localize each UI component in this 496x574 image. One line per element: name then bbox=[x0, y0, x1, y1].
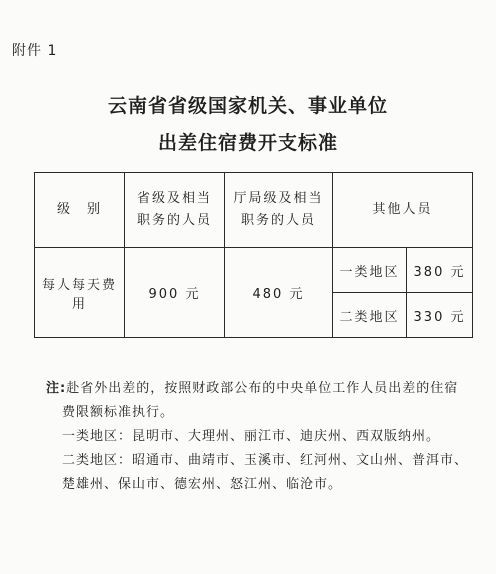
accommodation-standard-table bbox=[34, 172, 473, 338]
header-bureau: 厅局级及相当 职务的人员 bbox=[225, 173, 333, 248]
region2-value: 330 元 bbox=[407, 293, 473, 338]
region2-list: 二类地区：昭通市、曲靖市、玉溪市、红河州、文山州、普洱市、楚雄州、保山市、德宏州、怒江州、临沧市。 bbox=[62, 453, 469, 492]
bureau-value: 480 元 bbox=[225, 248, 333, 338]
region1-value: 380 元 bbox=[407, 248, 473, 293]
row-label: 每人每天费用 bbox=[35, 248, 125, 338]
provincial-value: 900 元 bbox=[125, 248, 225, 338]
table-row bbox=[35, 248, 473, 293]
document-subtitle: 出差住宿费开支标准 bbox=[157, 132, 338, 154]
attachment-label: 附件 1 bbox=[12, 43, 58, 59]
notes-section bbox=[46, 377, 472, 497]
table-header-row bbox=[35, 173, 473, 248]
header-other: 其他人员 bbox=[333, 173, 473, 248]
header-level: 级 别 bbox=[35, 173, 125, 248]
note-paragraph bbox=[46, 377, 472, 425]
header-provincial: 省级及相当 职务的人员 bbox=[125, 173, 225, 248]
note-text: 赴省外出差的，按照财政部公布的中央单位工作人员出差的住宿费限额标准执行。 bbox=[62, 381, 459, 420]
region1-label: 一类地区 bbox=[333, 248, 407, 293]
note-label: 注: bbox=[46, 381, 67, 396]
region2-label: 二类地区 bbox=[333, 293, 407, 338]
region1-list: 一类地区：昆明市、大理州、丽江市、迪庆州、西双版纳州。 bbox=[62, 429, 441, 444]
document-title: 云南省省级国家机关、事业单位 bbox=[107, 95, 388, 117]
